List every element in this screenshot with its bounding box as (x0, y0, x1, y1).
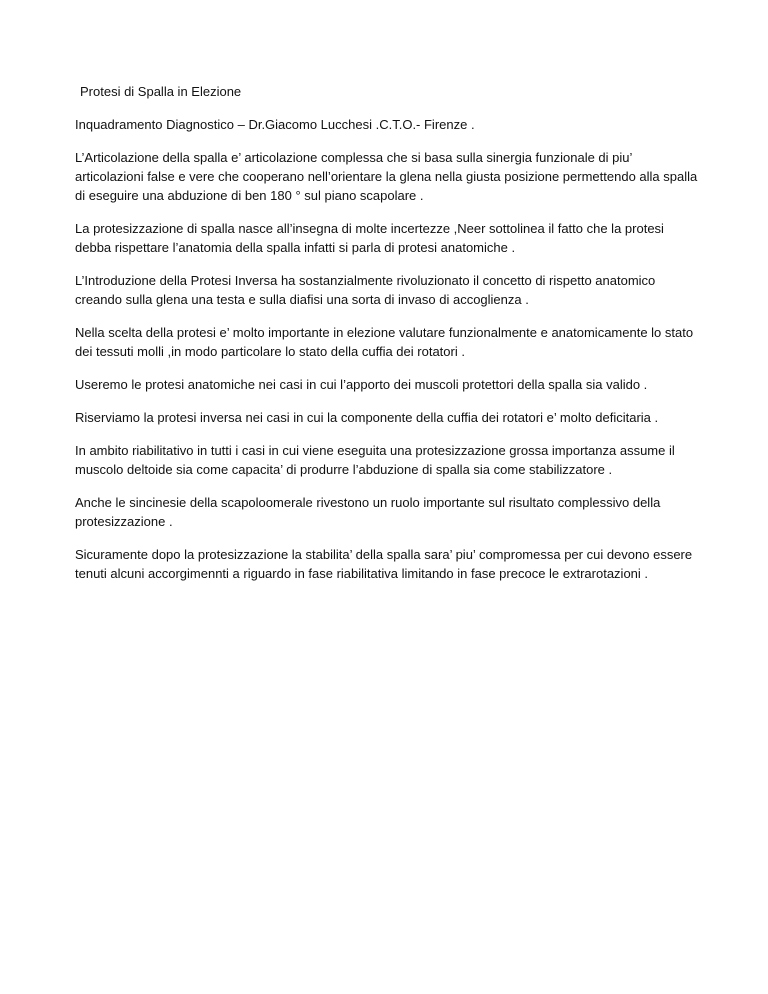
document-body (75, 82, 700, 597)
paragraph-3: La protesizzazione di spalla nasce all’insegna di molte incertezze ,Neer sottolinea il fatto che la protesi debba rispettare l’anatomia della spalla infatti si parla di protesi anatomiche . (75, 221, 664, 255)
paragraph-9: Anche le sincinesie della scapoloomerale rivestono un ruolo importante sul risultato complessivo della protesizzazione . (75, 495, 661, 529)
paragraph-4: L’Introduzione della Protesi Inversa ha sostanzialmente rivoluzionato il concetto di rispetto anatomico creando sulla glena una testa e sulla diafisi una sorta di invaso di accoglienza . (75, 273, 656, 307)
paragraph-6: Useremo le protesi anatomiche nei casi in cui l’apporto dei muscoli protettori della spalla sia valido . (75, 377, 648, 392)
paragraph-8: In ambito riabilitativo in tutti i casi in cui viene eseguita una protesizzazione grossa importanza assume il muscolo deltoide sia come capacita’ di produrre l’abduzione di spalla sia come stabilizzatore . (75, 443, 675, 477)
paragraph-5: Nella scelta della protesi e’ molto importante in elezione valutare funzionalmente e anatomicamente lo stato dei tessuti molli ,in modo particolare lo stato della cuffia dei rotatori . (75, 325, 694, 359)
paragraph-2: L’Articolazione della spalla e’ articolazione complessa che si basa sulla sinergia funzionale di piu’ articolazioni false e vere che cooperano nell’orientare la glena nella giusta posizione permettendo alla spalla di eseguire una abduzione di ben 180 ° sul piano scapolare . (75, 150, 698, 203)
paragraph-10: Sicuramente dopo la protesizzazione la stabilita’ della spalla sara’ piu’ compromessa per cui devono essere tenuti alcuni accorgimennti a riguardo in fase riabilitativa limitando in fase precoce le extrarotazioni . (75, 547, 693, 581)
document-title: Protesi di Spalla in Elezione (80, 84, 242, 99)
paragraph-1: Inquadramento Diagnostico – Dr.Giacomo Lucchesi .C.T.O.- Firenze . (75, 117, 475, 132)
paragraph-7: Riserviamo la protesi inversa nei casi in cui la componente della cuffia dei rotatori e’ molto deficitaria . (75, 410, 659, 425)
